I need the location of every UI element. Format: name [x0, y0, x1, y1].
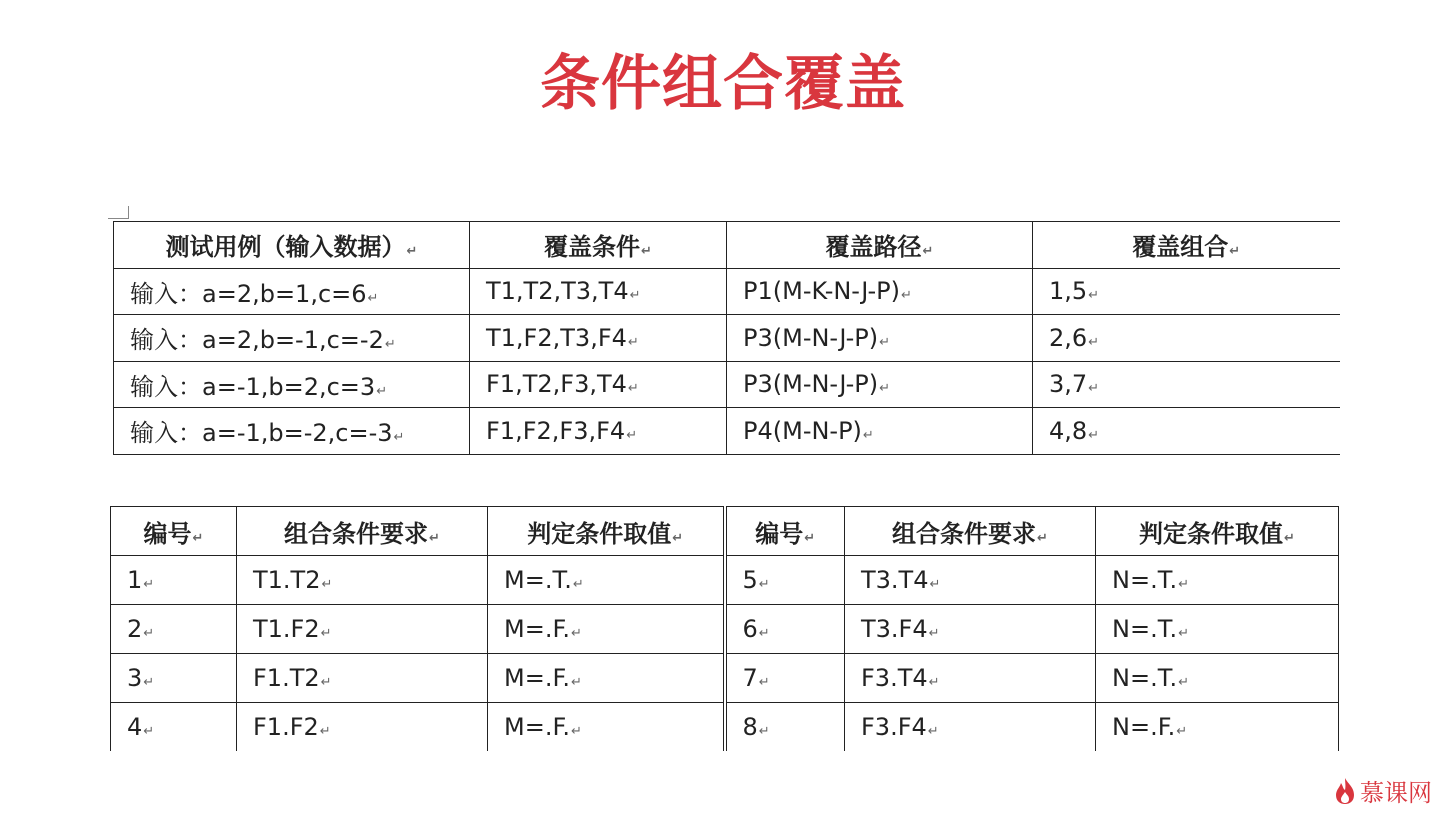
- decision-cell: N=.F.↵: [1096, 703, 1339, 752]
- combination-cell: 4,8↵: [1033, 408, 1340, 455]
- condition-cell: T1,F2,T3,F4↵: [470, 315, 727, 362]
- table-row: [111, 703, 1339, 752]
- number-cell: 1↵: [111, 556, 237, 605]
- header-covered-path: 覆盖路径↵: [727, 222, 1033, 269]
- combination-header-row: [111, 507, 1339, 556]
- number-cell: 7↵: [725, 654, 845, 703]
- decision-cell: M=.T.↵: [488, 556, 725, 605]
- header-decision-value: 判定条件取值↵: [1096, 507, 1339, 556]
- path-cell: P1(M-K-N-J-P)↵: [727, 268, 1033, 315]
- requirement-cell: T3.F4↵: [845, 605, 1096, 654]
- header-test-case: 测试用例（输入数据）↵: [114, 222, 470, 269]
- header-number: 编号↵: [111, 507, 237, 556]
- number-cell: 8↵: [725, 703, 845, 752]
- requirement-cell: F1.T2↵: [237, 654, 488, 703]
- brand-logo: [1334, 773, 1432, 808]
- table-row: [114, 315, 1340, 362]
- requirement-cell: T1.T2↵: [237, 556, 488, 605]
- decision-cell: M=.F.↵: [488, 703, 725, 752]
- header-number: 编号↵: [725, 507, 845, 556]
- decision-cell: N=.T.↵: [1096, 605, 1339, 654]
- number-cell: 3↵: [111, 654, 237, 703]
- number-cell: 5↵: [725, 556, 845, 605]
- coverage-table: [113, 221, 1340, 455]
- condition-cell: F1,T2,F3,T4↵: [470, 361, 727, 408]
- requirement-cell: T1.F2↵: [237, 605, 488, 654]
- table-row: [114, 361, 1340, 408]
- header-combination-requirement: 组合条件要求↵: [845, 507, 1096, 556]
- decision-cell: M=.F.↵: [488, 605, 725, 654]
- test-case-cell: 输入：a=-1,b=2,c=3↵: [114, 361, 470, 408]
- number-cell: 4↵: [111, 703, 237, 752]
- coverage-header-row: [114, 222, 1340, 269]
- table-row: [114, 268, 1340, 315]
- condition-cell: T1,T2,T3,T4↵: [470, 268, 727, 315]
- requirement-cell: F3.F4↵: [845, 703, 1096, 752]
- flame-icon: [1334, 777, 1356, 805]
- combination-table: [110, 506, 1339, 751]
- number-cell: 2↵: [111, 605, 237, 654]
- table-row: [114, 408, 1340, 455]
- test-case-cell: 输入：a=-1,b=-2,c=-3↵: [114, 408, 470, 455]
- combination-cell: 2,6↵: [1033, 315, 1340, 362]
- combination-cell: 3,7↵: [1033, 361, 1340, 408]
- slide-title: 条件组合覆盖: [540, 49, 906, 119]
- decision-cell: N=.T.↵: [1096, 654, 1339, 703]
- header-combination-requirement: 组合条件要求↵: [237, 507, 488, 556]
- requirement-cell: F3.T4↵: [845, 654, 1096, 703]
- combination-cell: 1,5↵: [1033, 268, 1340, 315]
- condition-cell: F1,F2,F3,F4↵: [470, 408, 727, 455]
- decision-cell: N=.T.↵: [1096, 556, 1339, 605]
- table-row: [111, 654, 1339, 703]
- table-row: [111, 556, 1339, 605]
- test-case-cell: 输入：a=2,b=1,c=6↵: [114, 268, 470, 315]
- table-row: [111, 605, 1339, 654]
- number-cell: 6↵: [725, 605, 845, 654]
- header-decision-value: 判定条件取值↵: [488, 507, 725, 556]
- test-case-cell: 输入：a=2,b=-1,c=-2↵: [114, 315, 470, 362]
- requirement-cell: T3.T4↵: [845, 556, 1096, 605]
- header-covered-conditions: 覆盖条件↵: [470, 222, 727, 269]
- path-cell: P3(M-N-J-P)↵: [727, 361, 1033, 408]
- decision-cell: M=.F.↵: [488, 654, 725, 703]
- header-covered-combination: 覆盖组合↵: [1033, 222, 1340, 269]
- requirement-cell: F1.F2↵: [237, 703, 488, 752]
- brand-logo-text: 慕课网: [1360, 779, 1432, 807]
- path-cell: P3(M-N-J-P)↵: [727, 315, 1033, 362]
- path-cell: P4(M-N-P)↵: [727, 408, 1033, 455]
- table-anchor-mark: [108, 206, 129, 219]
